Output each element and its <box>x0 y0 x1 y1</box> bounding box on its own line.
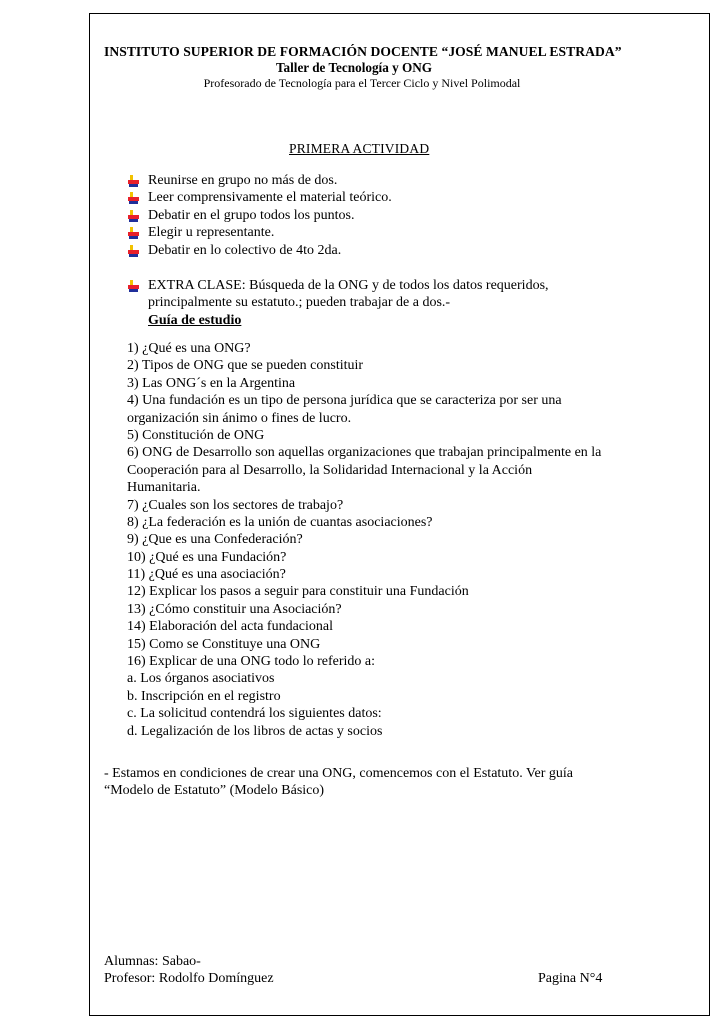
pointing-hand-bullet-icon <box>126 209 141 223</box>
activity-title: PRIMERA ACTIVIDAD <box>289 141 430 156</box>
question-line: Cooperación para al Desarrollo, la Solidaridad Internacional y la Acción <box>127 462 533 478</box>
activity-bullet-list <box>124 172 392 259</box>
program-subtitle: Profesorado de Tecnología para el Tercer Ciclo y Nivel Polimodal <box>203 76 521 90</box>
question-line: 12) Explicar los pasos a seguir para constituir una Fundación <box>127 584 469 600</box>
bullet-item <box>124 224 392 241</box>
question-line: 13) ¿Cómo constituir una Asociación? <box>127 601 342 617</box>
extra-class-block <box>124 277 549 329</box>
closing-paragraph <box>104 765 573 800</box>
footer-students: Alumnas: Sabao- <box>104 954 201 969</box>
closing-line-2: “Modelo de Estatuto” (Modelo Básico) <box>104 783 325 799</box>
pointing-hand-bullet-icon <box>126 226 141 240</box>
question-line: 8) ¿La federación es la unión de cuantas asociaciones? <box>127 514 433 530</box>
question-line: c. La solicitud contendrá los siguientes datos: <box>127 706 382 722</box>
pointing-hand-bullet-icon <box>126 279 141 293</box>
extra-class-line-1: EXTRA CLASE: Búsqueda de la ONG y de todos los datos requeridos, <box>148 278 549 293</box>
question-line: 9) ¿Que es una Confederación? <box>127 532 303 548</box>
bullet-item <box>124 172 392 189</box>
question-line: 1) ¿Qué es una ONG? <box>127 341 251 356</box>
bullet-text: Debatir en el grupo todos los puntos. <box>148 207 355 223</box>
question-line: 2) Tipos de ONG que se pueden constituir <box>127 358 364 374</box>
bullet-text: Debatir en lo colectivo de 4to 2da. <box>148 242 342 258</box>
question-line: 15) Como se Constituye una ONG <box>127 636 321 652</box>
bullet-text: Elegir u representante. <box>148 225 275 241</box>
question-line: b. Inscripción en el registro <box>127 688 281 704</box>
footer <box>104 953 274 988</box>
bullet-item <box>124 189 392 206</box>
pointing-hand-bullet-icon <box>126 191 141 205</box>
course-title: Taller de Tecnología y ONG <box>275 60 433 75</box>
bullet-text: Reunirse en grupo no más de dos. <box>148 173 338 188</box>
question-line: 11) ¿Qué es una asociación? <box>127 567 286 583</box>
question-line: d. Legalización de los libros de actas y socios <box>127 723 383 739</box>
question-line: 3) Las ONG´s en la Argentina <box>127 375 296 391</box>
closing-line-1: - Estamos en condiciones de crear una ONG, comencemos con el Estatuto. Ver guía <box>104 766 573 781</box>
page-number: Pagina N°4 <box>538 971 603 986</box>
bullet-item <box>124 242 392 259</box>
question-line: Humanitaria. <box>127 480 201 496</box>
question-line: 10) ¿Qué es una Fundación? <box>127 549 287 565</box>
institute-title: INSTITUTO SUPERIOR DE FORMACIÓN DOCENTE “JOSÉ MANUEL ESTRADA” <box>104 44 622 59</box>
study-guide-questions <box>127 340 627 740</box>
question-line: 6) ONG de Desarrollo son aquellas organizaciones que trabajan principalmente en la <box>127 445 602 461</box>
footer-professor: Profesor: Rodolfo Domínguez <box>104 971 274 987</box>
pointing-hand-bullet-icon <box>126 174 141 188</box>
question-line: 4) Una fundación es un tipo de persona jurídica que se caracteriza por ser una <box>127 393 562 409</box>
question-line: a. Los órganos asociativos <box>127 671 275 687</box>
question-line: 16) Explicar de una ONG todo lo referido a: <box>127 654 376 670</box>
question-line: organización sin ánimo o fines de lucro. <box>127 410 352 426</box>
study-guide-title: Guía de estudio <box>148 312 242 328</box>
bullet-item <box>124 207 392 224</box>
question-line: 7) ¿Cuales son los sectores de trabajo? <box>127 497 344 513</box>
bullet-text: Leer comprensivamente el material teórico. <box>148 190 392 206</box>
pointing-hand-bullet-icon <box>126 244 141 258</box>
question-line: 5) Constitución de ONG <box>127 427 265 443</box>
extra-class-line-2: principalmente su estatuto.; pueden trabajar de a dos.- <box>148 295 451 311</box>
question-line: 14) Elaboración del acta fundacional <box>127 619 334 635</box>
